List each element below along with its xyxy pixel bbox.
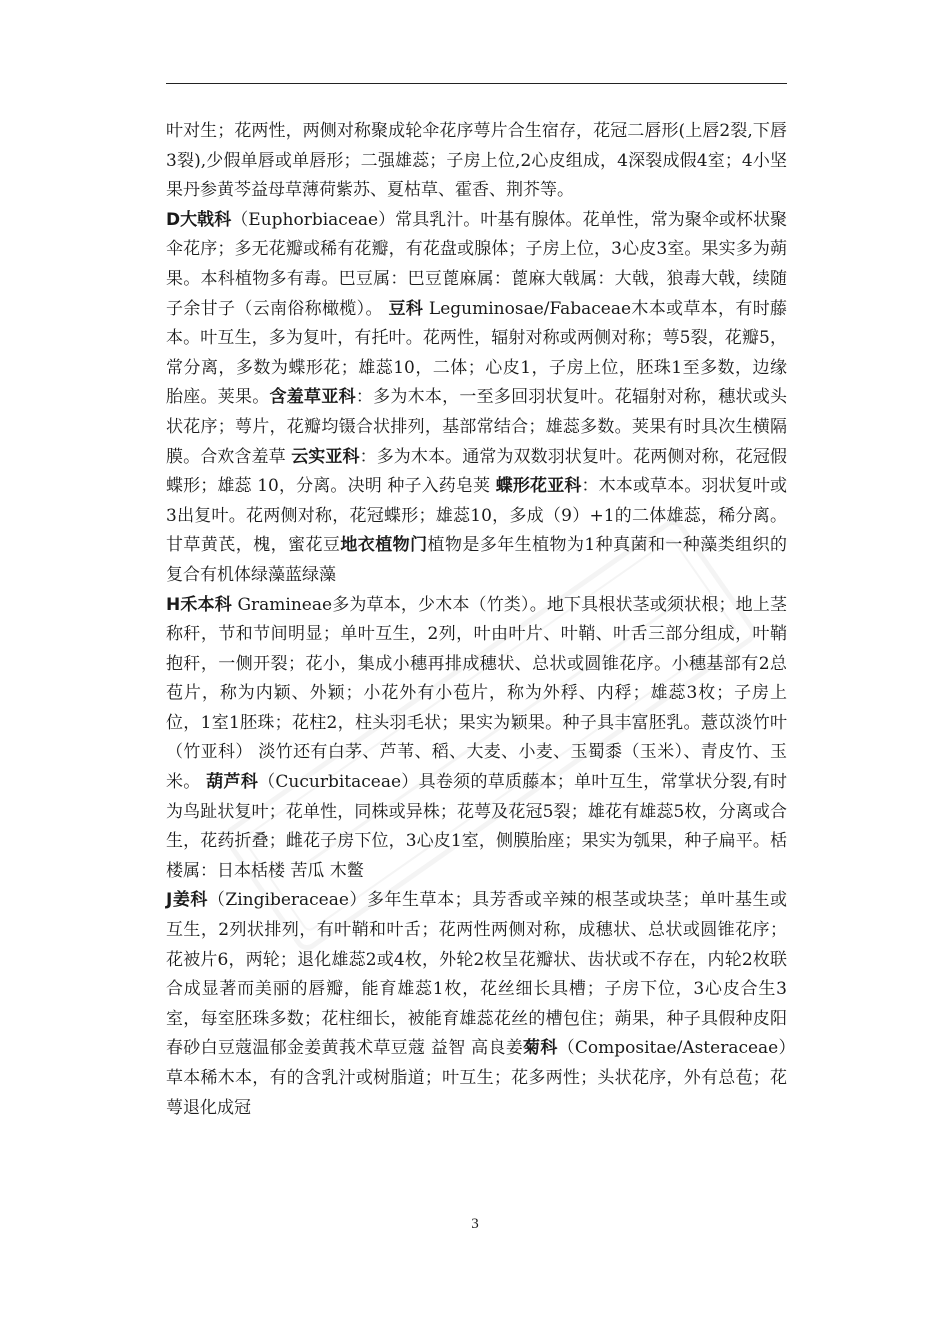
text-segment: Leguminosae/Fabaceae木本或草本，有时藤本。叶互生，多为复叶，有托叶。花两性，辐射对称或两侧对称；萼5裂，花瓣5，常分离，多数为蝶形花；雄蕊10，二体；心皮1，子房上位，胚珠1至多数，边缘胎座。荚果。 [166,298,788,408]
text-segment: ：木本或草本。羽状复叶或3出复叶。花两侧对称，花冠蝶形；雄蕊10，多成（9）+1的二体雄蕊，稀分离。甘草黄芪，槐，蜜花豆 [166,476,788,556]
text-segment: （Euphorbiaceae）常具乳汁。叶基有腺体。花单性，常为聚伞或杯状聚伞花序；多无花瓣或稀有花瓣，有花盘或腺体；子房上位，3心皮3室。果实多为蒴果。本科植物多有毒。巴豆属：巴豆蓖麻属：蓖麻大戟属：大戟，狼毒大戟，续随子余甘子（云南俗称橄榄）。 [166,209,787,319]
family-heading-compositae: 菊科 [523,1038,558,1059]
text-segment: Gramineae多为草本，少木本（竹类）。地下具根状茎或须状根；地上茎称秆，节和节间明显；单叶互生，2列，叶由叶片、叶鞘、叶舌三部分组成，叶鞘抱秆，一侧开裂；花小，集成小穗再排成穗状、总状或圆锥花序。小穗基部有2总苞片，称为内颖、外颖；小花外有小苞片，称为外稃、内稃；雄蕊3枚；子房上位，1室1胚珠；花柱2，柱头羽毛状；果实为颖果。种子具丰富胚乳。薏苡淡竹叶（竹亚科） 淡竹还有白茅、芦苇、稻、大麦、小麦、玉蜀黍（玉米）、青皮竹、玉米。 [166,594,787,793]
paragraph-gramineae-cucurbitaceae [166,591,787,887]
text-segment: （Compositae/Asteraceae）草本稀木本，有的含乳汁或树脂道；叶互生；花多两性；头状花序，外有总苞；花萼退化成冠 [166,1038,788,1118]
phylum-heading-lichens: 地衣植物门 [340,535,428,556]
page-number: 3 [471,1216,479,1232]
subfamily-heading-caesalpinioideae: 云实亚科 [291,446,360,467]
paragraph-zingiberaceae-compositae [166,886,787,1123]
family-heading-zingiberaceae: J姜科 [166,890,208,911]
subfamily-heading-papilionoideae: 蝶形花亚科 [495,476,582,497]
paragraph-labiatae-tail [166,117,787,206]
paragraph-euphorbiaceae-leguminosae [166,206,787,591]
text-segment: ：多为木本。通常为双数羽状复叶。花两侧对称，花冠假蝶形；雄蕊 10，分离。决明 种子入药皂荚 [166,446,788,497]
text-segment: 植物是多年生植物为1种真菌和一种藻类组织的复合有机体绿藻蓝绿藻 [166,535,788,585]
text-segment: （Zingiberaceae）多年生草本；具芳香或辛辣的根茎或块茎；单叶基生或互生，2列状排列，有叶鞘和叶舌；花两性两侧对称，成穗状、总状或圆锥花序；花被片6，两轮；退化雄蕊2或4枚，外轮2枚呈花瓣状、齿状或不存在，内轮2枚联合成显著而美丽的唇瓣，能育雄蕊1枚，花丝细长具槽；子房下位，3心皮合生3室，每室胚珠多数；花柱细长，被能育雄蕊花丝的槽包住；蒴果，种子具假种皮阳春砂白豆蔻温郁金姜黄莪术草豆蔻 益智 高良姜 [166,890,788,1059]
family-heading-gramineae: H禾本科 [166,594,232,615]
document-body [166,117,787,1123]
family-heading-cucurbitaceae: 葫芦科 [206,772,259,793]
family-heading-leguminosae: 豆科 [388,298,424,319]
header-rule [166,83,787,84]
family-heading-euphorbiaceae: D大戟科 [166,209,232,230]
text-segment: （Cucurbitaceae）具卷须的草质藤本；单叶互生，常掌状分裂,有时为鸟趾状复叶；花单性，同株或异株；花萼及花冠5裂；雄花有雄蕊5枚，分离或合生，花药折叠；雌花子房下位，3心皮1室，侧膜胎座；果实为瓠果，种子扁平。栝楼属：日本栝楼 苦瓜 木鳖 [166,772,787,881]
text-segment: ：多为木本，一至多回羽状复叶。花辐射对称，穗状或头状花序；萼片，花瓣均镊合状排列，基部常结合；雄蕊多数。荚果有时具次生横隔膜。合欢含羞草 [166,387,788,467]
text-segment: 叶对生；花两性，两侧对称聚成轮伞花序萼片合生宿存，花冠二唇形(上唇2裂,下唇3裂),少假单唇或单唇形；二强雄蕊；子房上位,2心皮组成，4深裂成假4室；4小坚果丹参黄芩益母草薄荷紫苏、夏枯草、霍香、荆芥等。 [166,121,787,201]
subfamily-heading-mimosoideae: 含羞草亚科 [269,387,356,408]
